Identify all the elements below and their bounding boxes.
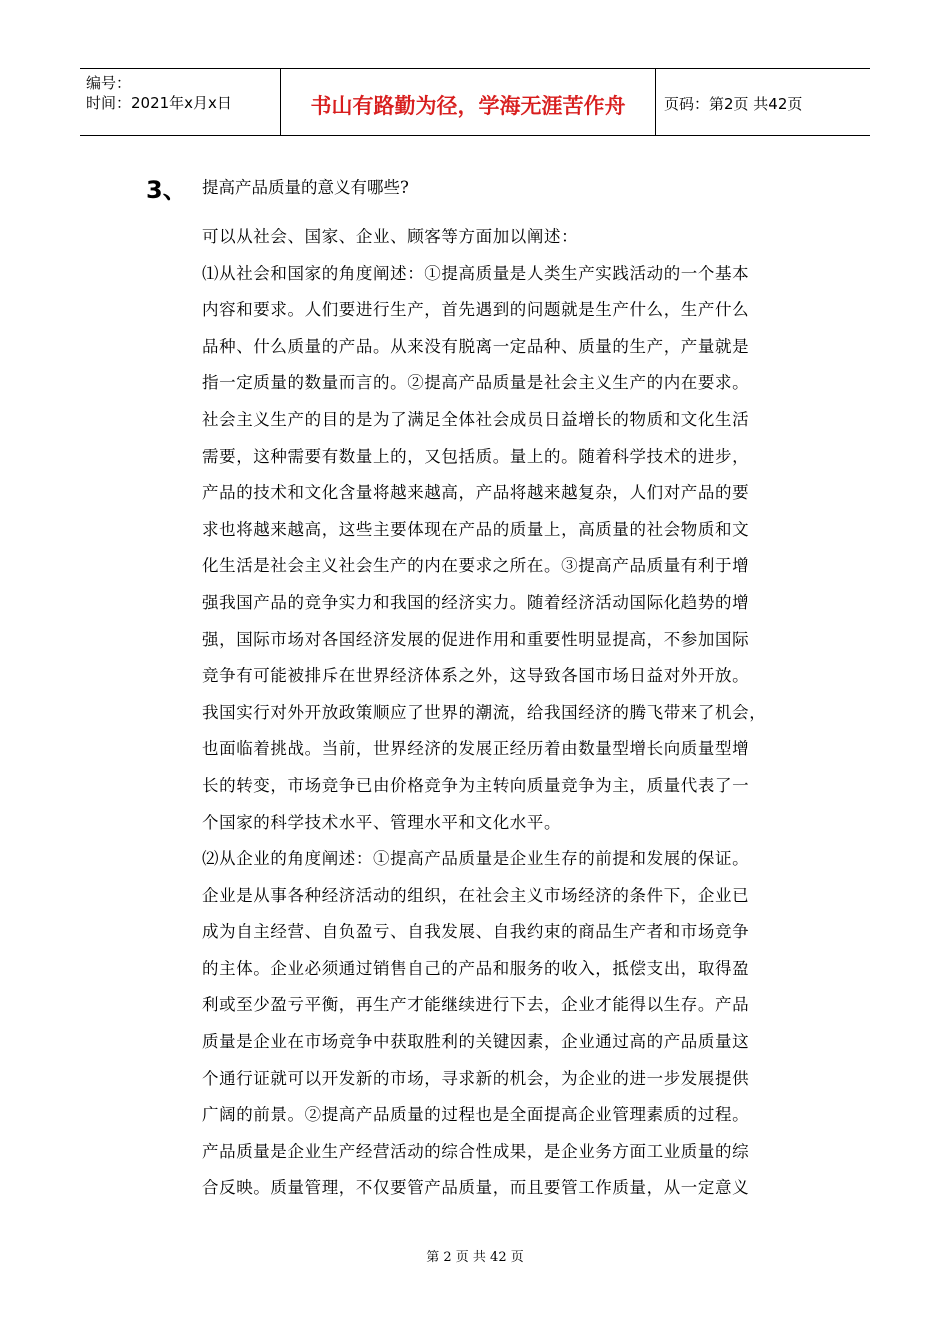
body-line: ⑵从企业的角度阐述：①提高产品质量是企业生存的前提和发展的保证。 [202,849,750,869]
body-line: ⑴从社会和国家的角度阐述：①提高质量是人类生产实践活动的一个基本 [202,263,750,283]
body-line: 品种、什么质量的产品。从来没有脱离一定品种、质量的生产，产量就是 [202,336,750,356]
document-date-label: 时间：2021年x月x日 [86,94,232,112]
answer-body [202,219,808,1207]
body-line: 我国实行对外开放政策顺应了世界的潮流，给我国经济的腾飞带来了机会， [202,702,767,722]
body-line: 合反映。质量管理，不仅要管产品质量，而且要管工作质量，从一定意义 [202,1178,750,1198]
question-title: 提高产品质量的意义有哪些? [202,178,409,197]
body-line: 竞争有可能被排斥在世界经济体系之外，这导致各国市场日益对外开放。 [202,666,750,686]
document-number-label: 编号： [86,74,132,92]
body-line: 成为自主经营、自负盈亏、自我发展、自我约束的商品生产者和市场竞争 [202,922,750,942]
question-number: 3、 [146,176,187,204]
body-line: 也面临着挑战。当前，世界经济的发展正经历着由数量型增长向质量型增 [202,739,750,759]
body-line: 内容和要求。人们要进行生产，首先遇到的问题就是生产什么，生产什么 [202,300,750,320]
body-line: 企业是从事各种经济活动的组织，在社会主义市场经济的条件下，企业已 [202,885,750,905]
body-line: 化生活是社会主义社会生产的内在要求之所在。③提高产品质量有利于增 [202,556,750,576]
body-line: 利或至少盈亏平衡，再生产才能继续进行下去，企业才能得以生存。产品 [202,995,750,1015]
body-line: 广阔的前景。②提高产品质量的过程也是全面提高企业管理素质的过程。 [202,1105,750,1125]
page-header [80,68,870,136]
body-line: 强，国际市场对各国经济发展的促进作用和重要性明显提高，不参加国际 [202,629,750,649]
body-line: 指一定质量的数量而言的。②提高产品质量是社会主义生产的内在要求。 [202,373,750,393]
header-page-info: 页码：第2页 共42页 [664,94,803,113]
body-line: 个国家的科学技术水平、管理水平和文化水平。 [202,812,562,832]
body-line: 社会主义生产的目的是为了满足全体社会成员日益增长的物质和文化生活 [202,409,750,429]
body-line: 强我国产品的竞争实力和我国的经济实力。随着经济活动国际化趋势的增 [202,592,750,612]
body-line: 求也将越来越高，这些主要体现在产品的质量上，高质量的社会物质和文 [202,519,750,539]
body-line: 质量是企业在市场竞争中获取胜利的关键因素，企业通过高的产品质量这 [202,1032,750,1052]
body-line: 个通行证就可以开发新的市场，寻求新的机会，为企业的进一步发展提供 [202,1068,750,1088]
body-line: 的主体。企业必须通过销售自己的产品和服务的收入，抵偿支出，取得盈 [202,958,750,978]
header-meta [80,69,280,135]
body-line: 可以从社会、国家、企业、顾客等方面加以阐述： [202,227,579,246]
body-line: 产品的技术和文化含量将越来越高，产品将越来越复杂，人们对产品的要 [202,483,750,503]
header-motto: 书山有路勤为径，学海无涯苦作舟 [280,69,656,135]
body-line: 产品质量是企业生产经营活动的综合性成果，是企业务方面工业质量的综 [202,1141,750,1161]
body-line: 需要，这种需要有数量上的，又包括质。量上的。随着科学技术的进步， [202,446,750,466]
body-line: 长的转变，市场竞争已由价格竞争为主转向质量竞争为主，质量代表了一 [202,775,750,795]
page-footer: 第 2 页 共 42 页 [426,1250,524,1265]
